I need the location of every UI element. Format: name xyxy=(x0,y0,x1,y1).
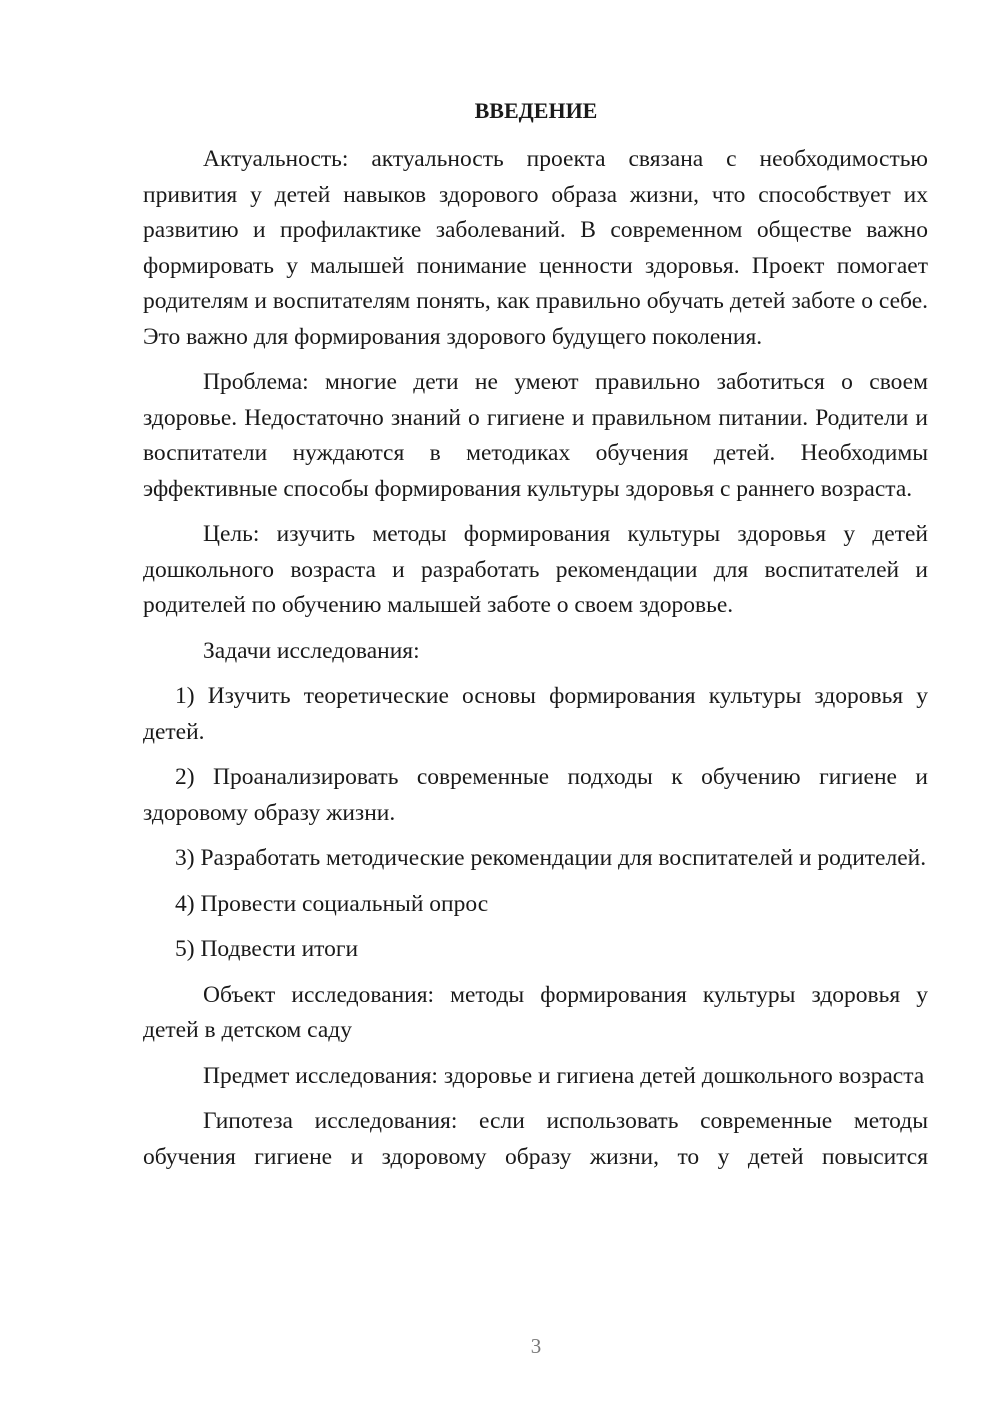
paragraph-subject: Предмет исследования: здоровье и гигиена детей дошкольного возраста xyxy=(203,1062,925,1089)
page-number: 3 xyxy=(530,1334,542,1358)
paragraph-hypothesis: Гипотеза исследования: если использовать современные методы обучения гигиене и здоровому образу жизни, то у детей повысится xyxy=(143,1108,928,1170)
task-item-4: 4) Провести социальный опрос xyxy=(175,890,489,917)
page-title: ВВЕДЕНИЕ xyxy=(474,98,598,123)
paragraph-goal: Цель: изучить методы формирования культуры здоровья у детей дошкольного возраста и разработать рекомендации для воспитателей и родителей по обучению малышей заботе о своем здоровье. xyxy=(143,521,928,618)
paragraph-relevance: Актуальность: актуальность проекта связана с необходимостью привития у детей навыков здорового образа жизни, что способствует их развитию и профилактике заболеваний. В современном обществе важно формировать у малышей понимание ценности здоровья. Проект помогает родителям и воспитателям понять, как правильно обучать детей заботе о себе. Это важно для формирования здорового будущего поколения. xyxy=(143,146,928,350)
task-item-1: 1) Изучить теоретические основы формирования культуры здоровья у детей. xyxy=(143,683,928,745)
paragraph-object: Объект исследования: методы формирования культуры здоровья у детей в детском саду xyxy=(143,981,928,1043)
body-text xyxy=(143,142,928,1175)
task-item-5: 5) Подвести итоги xyxy=(175,936,359,962)
task-item-3: 3) Разработать методические рекомендации для воспитателей и родителей. xyxy=(175,845,927,871)
paragraph-problem: Проблема: многие дети не умеют правильно заботиться о своем здоровье. Недостаточно знаний о гигиене и правильном питании. Родители и воспитатели нуждаются в методиках обучения детей. Необходимы эффективные способы формирования культуры здоровья с раннего возраста. xyxy=(143,369,928,502)
tasks-heading: Задачи исследования: xyxy=(203,637,420,664)
task-item-2: 2) Проанализировать современные подходы к обучению гигиене и здоровому образу жизни. xyxy=(143,764,928,826)
